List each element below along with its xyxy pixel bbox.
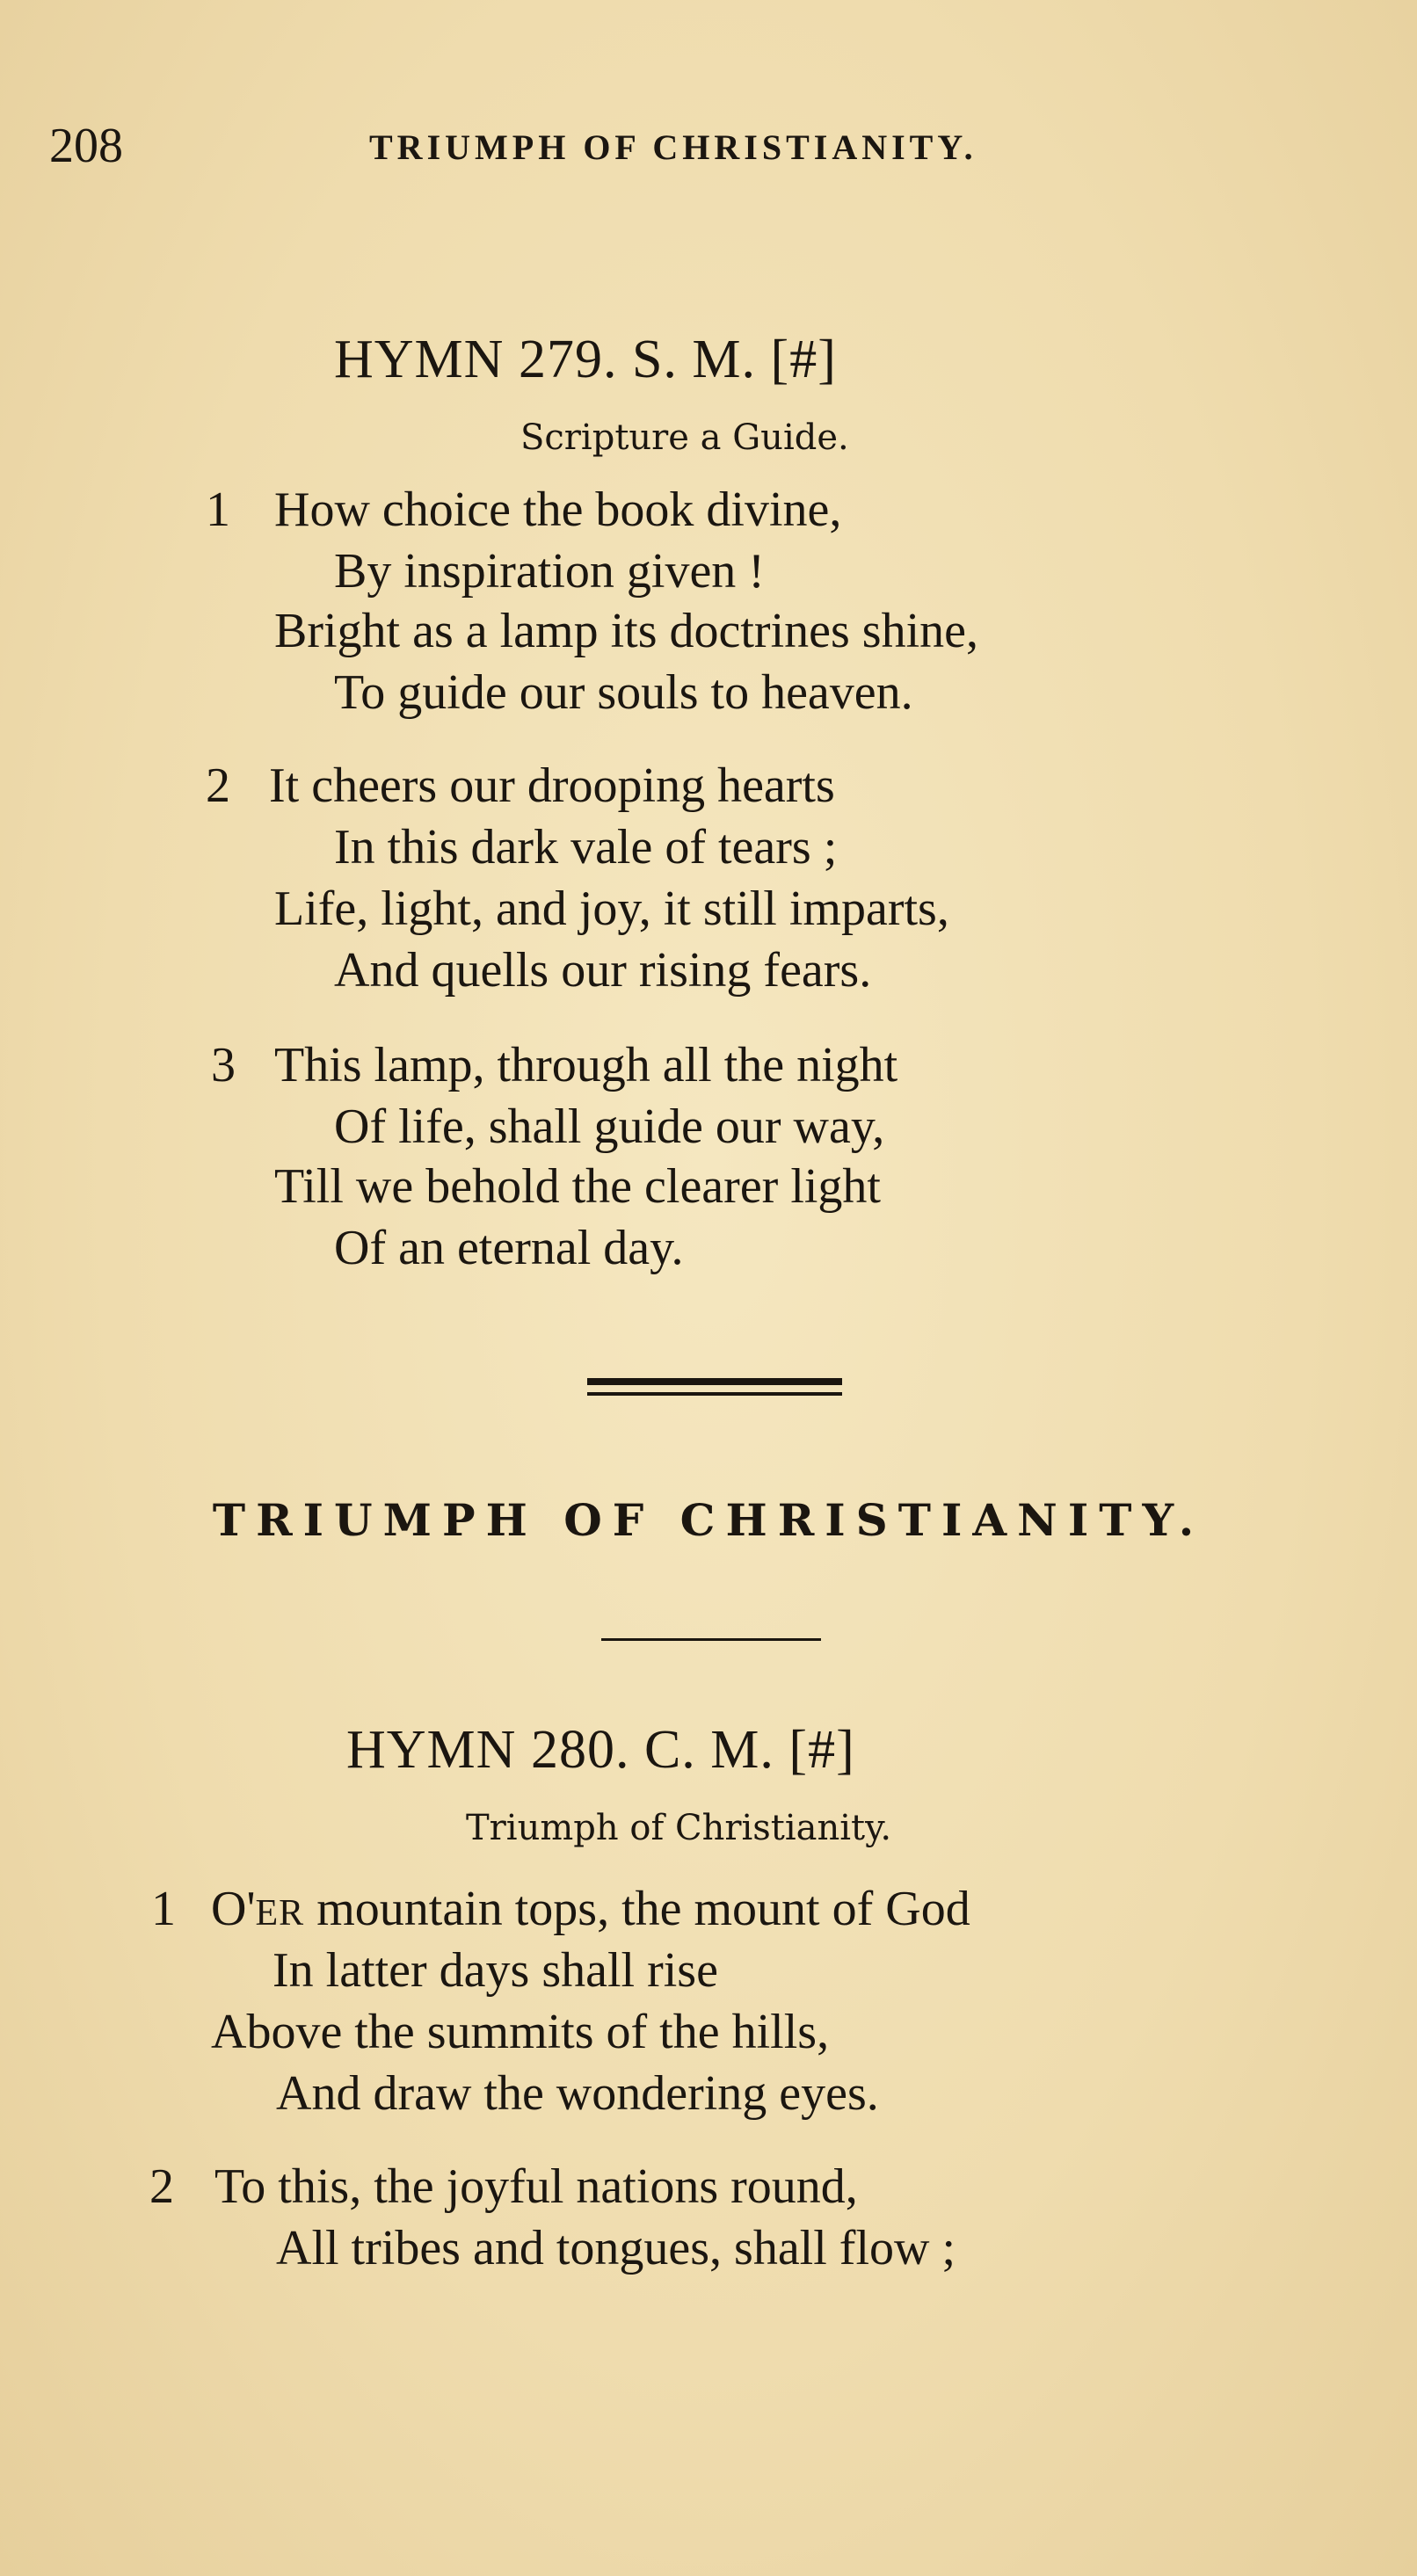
running-title: TRIUMPH OF CHRISTIANITY. bbox=[369, 127, 977, 167]
section-rule bbox=[601, 1638, 821, 1641]
drop-word-smallcaps: ER bbox=[255, 1893, 305, 1934]
verse-line: To this, the joyful nations round, bbox=[214, 2159, 858, 2214]
verse-line: By inspiration given ! bbox=[334, 544, 765, 599]
first-line-rest: mountain tops, the mount of God bbox=[304, 1882, 970, 1936]
verse-line: Of an eternal day. bbox=[334, 1221, 684, 1275]
hymn-280-subtitle: Triumph of Christianity. bbox=[466, 1808, 892, 1848]
hymn-279-heading: HYMN 279. S. M. [#] bbox=[334, 330, 837, 389]
verse-number: 2 bbox=[206, 758, 230, 813]
verse-line: And quells our rising fears. bbox=[334, 943, 872, 998]
hymn-280-heading: HYMN 280. C. M. [#] bbox=[346, 1720, 855, 1780]
drop-word-lead: O' bbox=[211, 1882, 256, 1936]
page-number: 208 bbox=[49, 119, 123, 173]
verse-line: Above the summits of the hills, bbox=[211, 2005, 830, 2059]
verse-number: 1 bbox=[206, 483, 230, 537]
verse-line: In latter days shall rise bbox=[272, 1943, 718, 1998]
ornament-rule-thick bbox=[587, 1378, 842, 1385]
verse-line: This lamp, through all the night bbox=[274, 1038, 898, 1092]
verse-line: Life, light, and joy, it still imparts, bbox=[274, 882, 949, 936]
verse-line: And draw the wondering eyes. bbox=[276, 2066, 879, 2121]
verse-line: Bright as a lamp its doctrines shine, bbox=[274, 604, 978, 658]
verse-number: 3 bbox=[211, 1038, 236, 1092]
hymn-279-subtitle: Scripture a Guide. bbox=[520, 417, 849, 458]
verse-line: Of life, shall guide our way, bbox=[334, 1099, 885, 1154]
verse-line: In this dark vale of tears ; bbox=[334, 820, 838, 874]
verse-number: 2 bbox=[149, 2159, 174, 2214]
ornament-rule-thin bbox=[587, 1392, 842, 1396]
verse-line bbox=[211, 1884, 970, 1934]
verse-line: To guide our souls to heaven. bbox=[334, 665, 913, 720]
verse-line: How choice the book divine, bbox=[274, 483, 842, 537]
verse-line: It cheers our drooping hearts bbox=[269, 758, 835, 813]
verse-number: 1 bbox=[151, 1882, 176, 1936]
verse-line: Till we behold the clearer light bbox=[274, 1159, 881, 1214]
section-title: TRIUMPH OF CHRISTIANITY. bbox=[212, 1494, 1205, 1546]
verse-line: All tribes and tongues, shall flow ; bbox=[276, 2221, 956, 2275]
